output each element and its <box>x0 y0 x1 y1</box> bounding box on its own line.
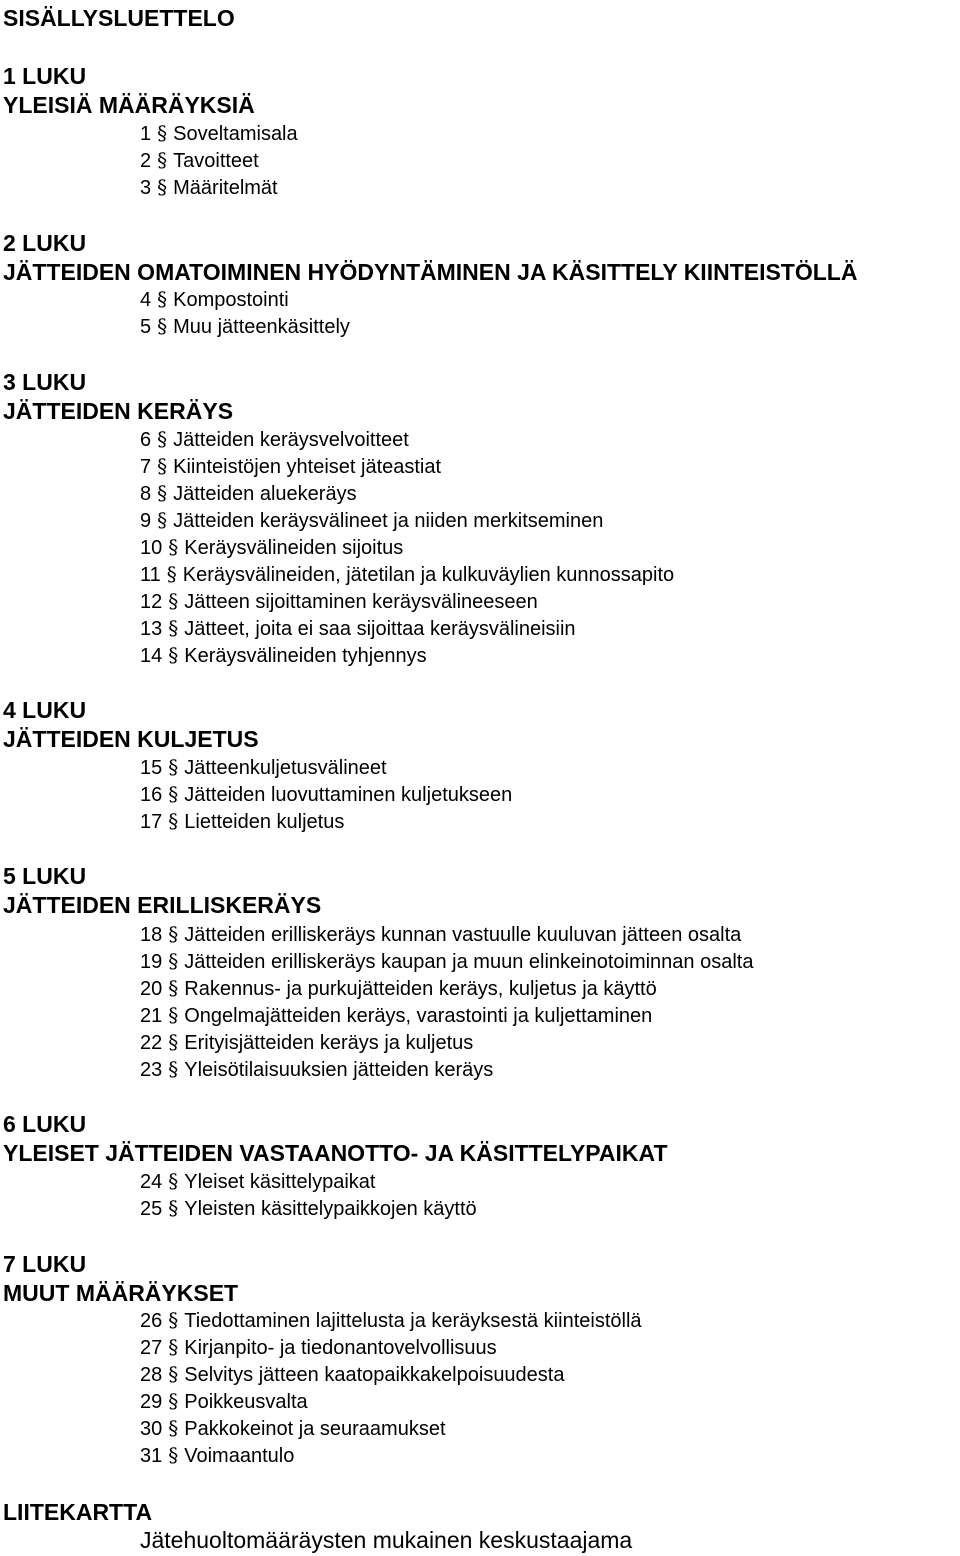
toc-entry <box>140 1415 446 1442</box>
section-sign-icon: § <box>157 481 168 505</box>
toc-entry <box>140 561 674 588</box>
section-title: Pakkokeinot ja seuraamukset <box>184 1418 446 1440</box>
toc-entry <box>140 1029 473 1056</box>
section-number: 27 <box>140 1337 163 1359</box>
section-sign-icon: § <box>168 643 179 667</box>
section-number: 18 <box>140 924 163 946</box>
chapter-title: MUUT MÄÄRÄYKSET <box>3 1280 239 1306</box>
chapter-title: YLEISET JÄTTEIDEN VASTAANOTTO- JA KÄSITTELYPAIKAT <box>3 1140 668 1166</box>
section-sign-icon: § <box>168 1443 179 1467</box>
toc-entry <box>140 975 657 1002</box>
toc-entry <box>140 480 357 507</box>
chapter-title: YLEISIÄ MÄÄRÄYKSIÄ <box>3 92 255 118</box>
section-sign-icon: § <box>157 427 168 451</box>
section-number: 16 <box>140 784 163 806</box>
section-title: Jätteiden luovuttaminen kuljetukseen <box>184 784 513 806</box>
section-sign-icon: § <box>157 287 168 311</box>
section-number: 21 <box>140 1005 163 1027</box>
section-title: Lietteiden kuljetus <box>184 811 345 833</box>
section-sign-icon: § <box>168 949 179 973</box>
toc-entry <box>140 1361 564 1388</box>
section-sign-icon: § <box>157 175 168 199</box>
section-title: Poikkeusvalta <box>184 1391 308 1413</box>
toc-entry <box>140 120 298 147</box>
toc-entry <box>140 642 427 669</box>
toc-entry <box>140 754 387 781</box>
section-sign-icon: § <box>168 589 179 613</box>
section-title: Yleisten käsittelypaikkojen käyttö <box>184 1198 477 1220</box>
section-number: 22 <box>140 1032 163 1054</box>
section-title: Kirjanpito- ja tiedonantovelvollisuus <box>184 1337 497 1359</box>
section-sign-icon: § <box>168 1057 179 1081</box>
toc-entry <box>140 286 289 313</box>
section-sign-icon: § <box>157 508 168 532</box>
section-number: 9 <box>140 510 152 532</box>
section-number: 23 <box>140 1059 163 1081</box>
section-title: Jätteen sijoittaminen keräysvälineeseen <box>184 591 538 613</box>
toc-entry <box>140 588 538 615</box>
section-title: Keräysvälineiden, jätetilan ja kulkuväylien kunnossapito <box>182 564 675 586</box>
section-sign-icon: § <box>168 922 179 946</box>
section-number: 7 <box>140 456 152 478</box>
chapter-number: 3 LUKU <box>3 369 87 395</box>
section-title: Kompostointi <box>173 289 289 311</box>
section-number: 12 <box>140 591 163 613</box>
section-number: 14 <box>140 645 163 667</box>
section-title: Yleiset käsittelypaikat <box>184 1171 376 1193</box>
section-sign-icon: § <box>157 314 168 338</box>
section-number: 4 <box>140 289 152 311</box>
section-number: 17 <box>140 811 163 833</box>
chapter-title: JÄTTEIDEN KERÄYS <box>3 398 234 424</box>
section-title: Muu jätteenkäsittely <box>173 316 350 338</box>
section-number: 3 <box>140 177 152 199</box>
toc-entry <box>140 174 278 201</box>
chapter-title: JÄTTEIDEN ERILLISKERÄYS <box>3 892 322 918</box>
page-title: SISÄLLYSLUETTELO <box>3 5 235 31</box>
section-sign-icon: § <box>168 1169 179 1193</box>
section-sign-icon: § <box>168 755 179 779</box>
section-sign-icon: § <box>168 782 179 806</box>
toc-entry <box>140 948 753 975</box>
section-title: Keräysvälineiden tyhjennys <box>184 645 427 667</box>
section-sign-icon: § <box>166 562 177 586</box>
section-sign-icon: § <box>157 148 168 172</box>
appendix-item: Jätehuoltomääräysten mukainen keskustaajama <box>140 1527 633 1553</box>
toc-entry <box>140 1195 477 1222</box>
chapter-number: 5 LUKU <box>3 863 87 889</box>
toc-entry <box>140 808 344 835</box>
section-sign-icon: § <box>168 1003 179 1027</box>
section-sign-icon: § <box>168 809 179 833</box>
section-title: Jätteiden erilliskeräys kunnan vastuulle kuuluvan jätteen osalta <box>184 924 742 946</box>
section-title: Yleisötilaisuuksien jätteiden keräys <box>184 1059 494 1081</box>
section-title: Rakennus- ja purkujätteiden keräys, kuljetus ja käyttö <box>184 978 657 1000</box>
section-sign-icon: § <box>168 1389 179 1413</box>
toc-entry <box>140 426 409 453</box>
chapter-number: 4 LUKU <box>3 697 87 723</box>
section-title: Erityisjätteiden keräys ja kuljetus <box>184 1032 474 1054</box>
section-sign-icon: § <box>168 616 179 640</box>
section-title: Selvitys jätteen kaatopaikkakelpoisuudesta <box>184 1364 565 1386</box>
section-title: Jätteiden aluekeräys <box>173 483 357 505</box>
section-number: 28 <box>140 1364 163 1386</box>
section-sign-icon: § <box>157 454 168 478</box>
section-number: 29 <box>140 1391 163 1413</box>
section-title: Keräysvälineiden sijoitus <box>184 537 404 559</box>
section-title: Jätteiden erilliskeräys kaupan ja muun elinkeinotoiminnan osalta <box>184 951 754 973</box>
section-number: 1 <box>140 123 152 145</box>
section-title: Määritelmät <box>173 177 278 199</box>
toc-entry <box>140 507 603 534</box>
chapter-number: 7 LUKU <box>3 1251 87 1277</box>
section-number: 19 <box>140 951 163 973</box>
section-sign-icon: § <box>168 1030 179 1054</box>
toc-entry <box>140 781 512 808</box>
section-sign-icon: § <box>168 1416 179 1440</box>
toc-entry <box>140 453 441 480</box>
section-number: 31 <box>140 1445 163 1467</box>
toc-entry <box>140 313 350 340</box>
section-number: 25 <box>140 1198 163 1220</box>
section-title: Ongelmajätteiden keräys, varastointi ja kuljettaminen <box>184 1005 653 1027</box>
toc-entry <box>140 1334 497 1361</box>
section-number: 2 <box>140 150 152 172</box>
section-title: Soveltamisala <box>173 123 298 145</box>
toc-entry <box>140 1442 294 1469</box>
toc-entry <box>140 1307 642 1334</box>
appendix-heading: LIITEKARTTA <box>3 1499 153 1525</box>
section-number: 10 <box>140 537 163 559</box>
section-number: 24 <box>140 1171 163 1193</box>
section-sign-icon: § <box>157 121 168 145</box>
toc-entry <box>140 1002 652 1029</box>
chapter-title: JÄTTEIDEN OMATOIMINEN HYÖDYNTÄMINEN JA KÄSITTELY KIINTEISTÖLLÄ <box>3 259 858 285</box>
section-title: Jätteiden keräysvälineet ja niiden merkitseminen <box>173 510 604 532</box>
section-title: Jätteiden keräysvelvoitteet <box>173 429 409 451</box>
section-sign-icon: § <box>168 976 179 1000</box>
toc-entry <box>140 921 741 948</box>
section-number: 6 <box>140 429 152 451</box>
section-title: Voimaantulo <box>184 1445 295 1467</box>
section-number: 30 <box>140 1418 163 1440</box>
section-title: Jätteet, joita ei saa sijoittaa keräysvälineisiin <box>184 618 576 640</box>
toc-entry <box>140 1168 375 1195</box>
toc-entry <box>140 1388 308 1415</box>
section-number: 11 <box>140 564 161 586</box>
section-number: 13 <box>140 618 163 640</box>
section-sign-icon: § <box>168 1196 179 1220</box>
section-sign-icon: § <box>168 535 179 559</box>
section-sign-icon: § <box>168 1308 179 1332</box>
toc-entry <box>140 147 259 174</box>
section-number: 8 <box>140 483 152 505</box>
toc-entry <box>140 615 576 642</box>
chapter-number: 2 LUKU <box>3 230 87 256</box>
chapter-number: 1 LUKU <box>3 63 87 89</box>
toc-entry <box>140 534 403 561</box>
chapter-title: JÄTTEIDEN KULJETUS <box>3 726 259 752</box>
section-sign-icon: § <box>168 1335 179 1359</box>
section-title: Tavoitteet <box>173 150 259 172</box>
chapter-number: 6 LUKU <box>3 1111 87 1137</box>
section-number: 15 <box>140 757 163 779</box>
toc-entry <box>140 1056 493 1083</box>
section-number: 20 <box>140 978 163 1000</box>
section-title: Tiedottaminen lajittelusta ja keräyksestä kiinteistöllä <box>184 1310 642 1332</box>
section-sign-icon: § <box>168 1362 179 1386</box>
section-title: Kiinteistöjen yhteiset jäteastiat <box>173 456 442 478</box>
section-number: 26 <box>140 1310 163 1332</box>
section-title: Jätteenkuljetusvälineet <box>184 757 387 779</box>
section-number: 5 <box>140 316 152 338</box>
